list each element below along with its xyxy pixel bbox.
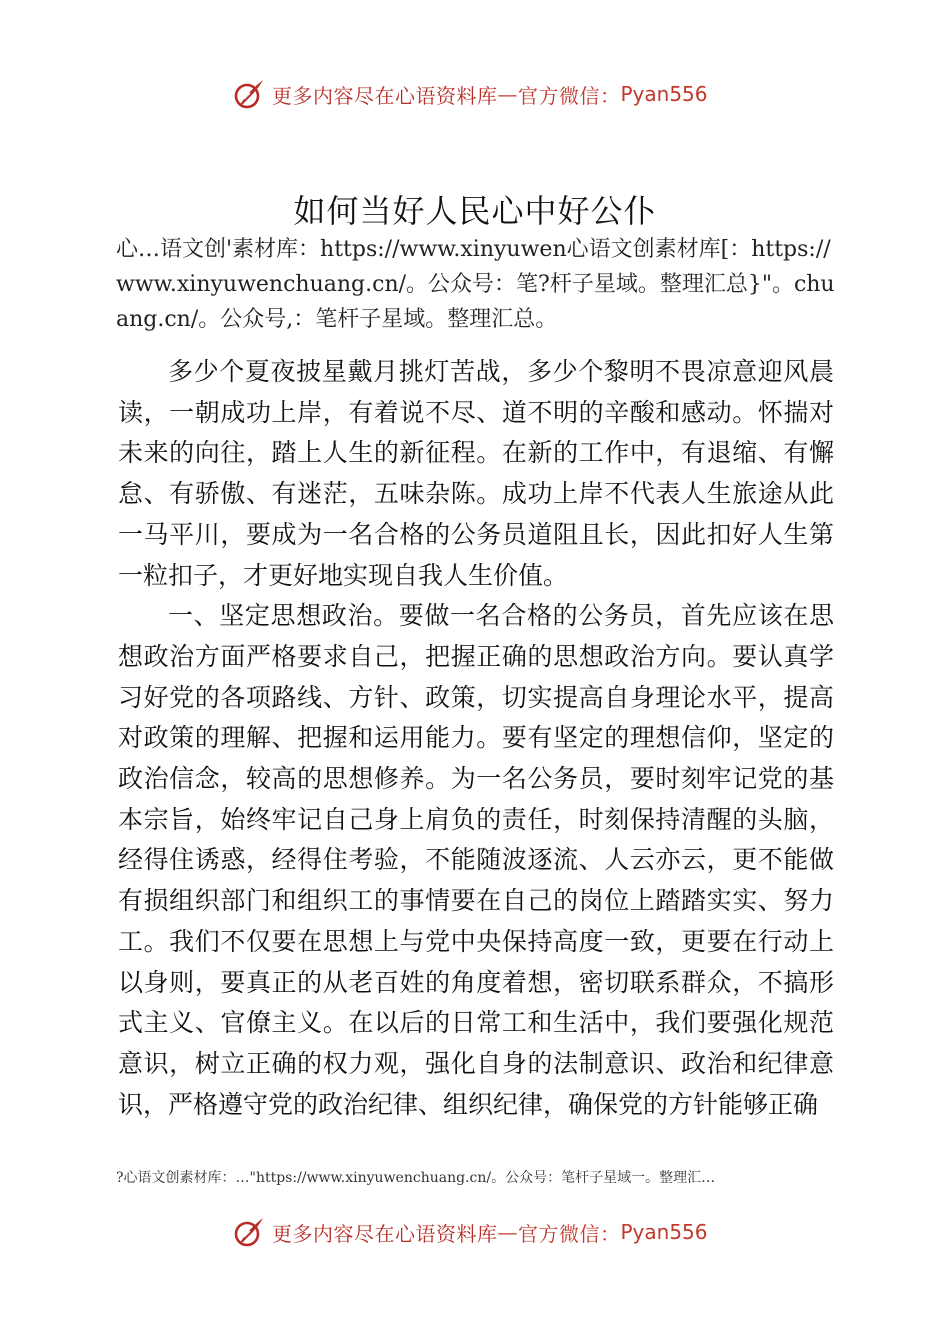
banner-wechat-id: Pyan556 <box>620 82 708 106</box>
banner-wechat-id: Pyan556 <box>620 1220 708 1244</box>
banner-dash: — <box>497 1220 518 1244</box>
document-title: 如何当好人民心中好公仆 <box>293 192 657 230</box>
banner-dash: — <box>497 82 518 106</box>
quill-circle-logo-icon <box>232 1215 266 1249</box>
header-banner <box>0 64 950 124</box>
source-meta-text: 心…语文创'素材库：https://www.xinyuwen心语文创素材库[：https://www.xinyuwenchuang.cn/。公众号：笔?杆子星域。整理汇总}"。chuang.cn/。公众号,：笔杆子星域。整理汇总。 <box>116 237 835 332</box>
quill-circle-logo-icon <box>232 77 266 111</box>
footer-banner <box>0 1202 950 1262</box>
footer-source-note: ?心语文创素材库：…"https://www.xinyuwenchuang.cn/。公众号：笔杆子星域一。整理汇… <box>116 1170 716 1186</box>
banner-slogan: 更多内容尽在心语资料库 <box>272 83 498 108</box>
paragraph-intro: 多少个夏夜披星戴月挑灯苦战，多少个黎明不畏凉意迎风晨读，一朝成功上岸，有着说不尽、道不明的辛酸和感动。怀揣对未来的向往，踏上人生的新征程。在新的工作中，有退缩、有懈怠、有骄傲、有迷茫，五味杂陈。成功上岸不代表人生旅途从此一马平川，要成为一名合格的公务员道阻且长，因此扣好人生第一粒扣子，才更好地实现自我人生价值。 <box>118 357 834 590</box>
banner-wechat-label: 官方微信： <box>518 1221 621 1246</box>
paragraph-section-1: 一、坚定思想政治。要做一名合格的公务员，首先应该在思想政治方面严格要求自己，把握正确的思想政治方向。要认真学习好党的各项路线、方针、政策，切实提高自身理论水平，提高对政策的理解、把握和运用能力。要有坚定的理想信仰，坚定的政治信念，较高的思想修养。为一名公务员，要时刻牢记党的基本宗旨，始终牢记自己身上肩负的责任，时刻保持清醒的头脑，经得住诱惑，经得住考验，不能随波逐流、人云亦云，更不能做有损组织部门和组织工的事情要在自己的岗位上踏踏实实、努力工。我们不仅要在思想上与党中央保持高度一致，更要在行动上以身则，要真正的从老百姓的角度着想，密切联系群众，不搞形式主义、官僚主义。在以后的日常工和生活中，我们要强化规范意识，树立正确的权力观，强化自身的法制意识、政治和纪律意识，严格遵守党的政治纪律、组织纪律，确保党的方针能够正确 <box>118 601 834 1119</box>
banner-content <box>232 64 708 124</box>
document-body <box>118 352 834 1125</box>
banner-slogan: 更多内容尽在心语资料库 <box>272 1221 498 1246</box>
banner-wechat-label: 官方微信： <box>518 83 621 108</box>
banner-content <box>232 1202 708 1262</box>
